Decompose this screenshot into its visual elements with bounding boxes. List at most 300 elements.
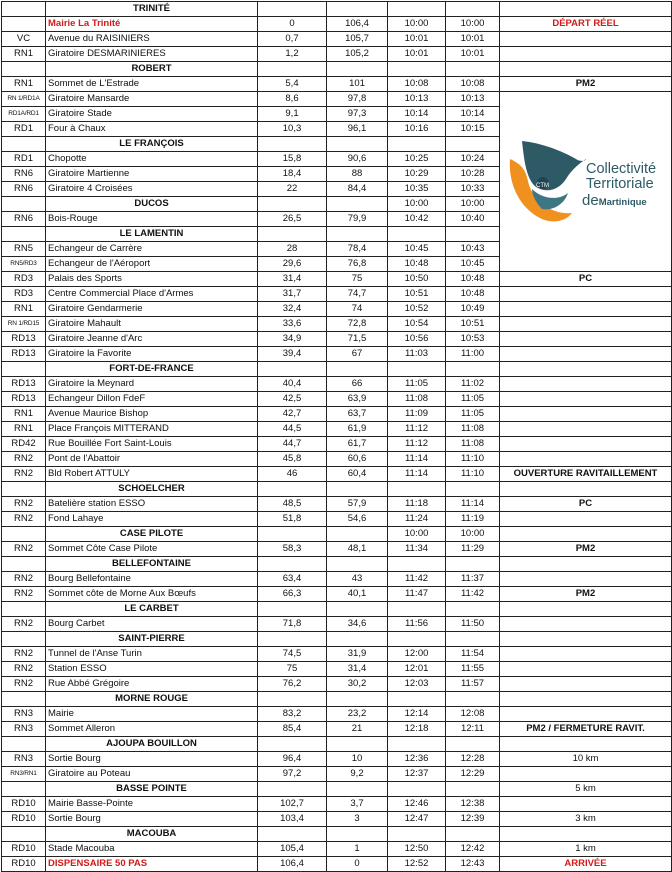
- km-done: 74,5: [258, 647, 327, 662]
- section-km-empty: [258, 62, 327, 77]
- time-fast: 12:36: [388, 752, 446, 767]
- km-done: 83,2: [258, 707, 327, 722]
- section-row: [2, 602, 672, 617]
- km-done: 102,7: [258, 797, 327, 812]
- note-cell: [500, 422, 672, 437]
- road-code: RN3: [2, 707, 46, 722]
- km-done: 45,8: [258, 452, 327, 467]
- road-code: RN1: [2, 47, 46, 62]
- time-slow: 10:51: [446, 317, 500, 332]
- location-name: Chopotte: [46, 152, 258, 167]
- route-row: [2, 422, 672, 437]
- km-remaining: 21: [327, 722, 388, 737]
- road-code: RN2: [2, 647, 46, 662]
- time-slow: 10:01: [446, 32, 500, 47]
- time-slow: 11:14: [446, 497, 500, 512]
- route-row: [2, 467, 672, 482]
- km-remaining: 97,8: [327, 92, 388, 107]
- time-fast: 10:08: [388, 77, 446, 92]
- route-row: [2, 347, 672, 362]
- time-fast: 11:14: [388, 467, 446, 482]
- km-remaining: 72,8: [327, 317, 388, 332]
- location-name: Echangeur Dillon FdeF: [46, 392, 258, 407]
- location-name: Echangeur de l'Aéroport: [46, 257, 258, 272]
- section-rd-empty: [2, 557, 46, 572]
- location-name: Mairie La Trinité: [46, 17, 258, 32]
- section-time-2: [446, 62, 500, 77]
- route-row: [2, 437, 672, 452]
- time-fast: 12:47: [388, 812, 446, 827]
- section-row: [2, 557, 672, 572]
- road-code: RD13: [2, 332, 46, 347]
- section-row: [2, 782, 672, 797]
- km-remaining: 71,5: [327, 332, 388, 347]
- route-row: [2, 317, 672, 332]
- note-cell: [500, 347, 672, 362]
- location-name: Stade Macouba: [46, 842, 258, 857]
- note-cell: 1 km: [500, 842, 672, 857]
- route-row: [2, 647, 672, 662]
- section-rd-empty: [2, 602, 46, 617]
- time-fast: 11:12: [388, 422, 446, 437]
- section-label: LE FRANÇOIS: [46, 137, 258, 152]
- km-remaining: 79,9: [327, 212, 388, 227]
- km-remaining: 97,3: [327, 107, 388, 122]
- time-fast: 12:03: [388, 677, 446, 692]
- note-cell: [500, 617, 672, 632]
- section-km-empty: [258, 602, 327, 617]
- km-done: 106,4: [258, 857, 327, 872]
- time-fast: 10:48: [388, 257, 446, 272]
- km-done: 63,4: [258, 572, 327, 587]
- km-remaining: 34,6: [327, 617, 388, 632]
- section-rem-empty: [327, 632, 388, 647]
- time-slow: 11:05: [446, 392, 500, 407]
- route-table: [1, 1, 672, 872]
- road-code: RN 1/RD1A: [2, 92, 46, 107]
- time-slow: 11:42: [446, 587, 500, 602]
- km-remaining: 1: [327, 842, 388, 857]
- note-cell: 5 km: [500, 782, 672, 797]
- road-code: RN3/RN1: [2, 767, 46, 782]
- km-done: 48,5: [258, 497, 327, 512]
- section-time-2: [446, 137, 500, 152]
- time-fast: 11:47: [388, 587, 446, 602]
- km-remaining: 61,7: [327, 437, 388, 452]
- km-done: 42,5: [258, 392, 327, 407]
- km-remaining: 57,9: [327, 497, 388, 512]
- location-name: Sortie Bourg: [46, 752, 258, 767]
- road-code: VC: [2, 32, 46, 47]
- time-slow: 11:29: [446, 542, 500, 557]
- section-label: AJOUPA BOUILLON: [46, 737, 258, 752]
- location-name: Batelière station ESSO: [46, 497, 258, 512]
- note-cell: [500, 527, 672, 542]
- km-remaining: 106,4: [327, 17, 388, 32]
- section-rem-empty: [327, 527, 388, 542]
- section-label: LE LAMENTIN: [46, 227, 258, 242]
- section-row: [2, 362, 672, 377]
- location-name: Mairie Basse-Pointe: [46, 797, 258, 812]
- section-row: [2, 2, 672, 17]
- section-rem-empty: [327, 782, 388, 797]
- note-cell: [500, 452, 672, 467]
- location-name: Pont de l'Abattoir: [46, 452, 258, 467]
- section-time-1: [388, 602, 446, 617]
- km-done: 10,3: [258, 122, 327, 137]
- note-cell: [500, 572, 672, 587]
- km-remaining: 3,7: [327, 797, 388, 812]
- km-remaining: 66: [327, 377, 388, 392]
- time-slow: 11:05: [446, 407, 500, 422]
- section-km-empty: [258, 692, 327, 707]
- time-slow: 12:39: [446, 812, 500, 827]
- section-rem-empty: [327, 62, 388, 77]
- section-km-empty: [258, 527, 327, 542]
- note-cell: PM2: [500, 77, 672, 92]
- time-fast: 10:13: [388, 92, 446, 107]
- km-remaining: 60,4: [327, 467, 388, 482]
- section-km-empty: [258, 557, 327, 572]
- route-row: [2, 707, 672, 722]
- time-slow: 10:48: [446, 272, 500, 287]
- location-name: Tunnel de l'Anse Turin: [46, 647, 258, 662]
- km-done: 103,4: [258, 812, 327, 827]
- km-remaining: 61,9: [327, 422, 388, 437]
- location-name: Sommet côte de Morne Aux Bœufs: [46, 587, 258, 602]
- time-slow: 10:43: [446, 242, 500, 257]
- time-fast: 11:09: [388, 407, 446, 422]
- km-done: 29,6: [258, 257, 327, 272]
- km-remaining: 23,2: [327, 707, 388, 722]
- section-time-1: [388, 632, 446, 647]
- km-done: 40,4: [258, 377, 327, 392]
- km-remaining: 10: [327, 752, 388, 767]
- route-row: [2, 587, 672, 602]
- note-cell: [500, 737, 672, 752]
- location-name: Sommet Alleron: [46, 722, 258, 737]
- time-fast: 10:29: [388, 167, 446, 182]
- time-slow: 11:54: [446, 647, 500, 662]
- time-slow: 10:45: [446, 257, 500, 272]
- time-slow: 11:19: [446, 512, 500, 527]
- note-cell: [500, 482, 672, 497]
- route-row: [2, 857, 672, 872]
- section-km-empty: [258, 482, 327, 497]
- road-code: RD1: [2, 152, 46, 167]
- km-done: 5,4: [258, 77, 327, 92]
- time-slow: 11:50: [446, 617, 500, 632]
- location-name: Four à Chaux: [46, 122, 258, 137]
- km-remaining: 84,4: [327, 182, 388, 197]
- time-slow: 10:48: [446, 287, 500, 302]
- time-fast: 11:14: [388, 452, 446, 467]
- logo-cell: [500, 92, 672, 272]
- section-label: MORNE ROUGE: [46, 692, 258, 707]
- time-slow: 11:08: [446, 422, 500, 437]
- road-code: RN2: [2, 467, 46, 482]
- km-done: 85,4: [258, 722, 327, 737]
- km-remaining: 63,9: [327, 392, 388, 407]
- km-remaining: 78,4: [327, 242, 388, 257]
- section-rd-empty: [2, 782, 46, 797]
- section-label: BASSE POINTE: [46, 782, 258, 797]
- note-cell: PM2: [500, 587, 672, 602]
- note-cell: [500, 62, 672, 77]
- note-cell: 10 km: [500, 752, 672, 767]
- section-row: [2, 632, 672, 647]
- route-row: [2, 812, 672, 827]
- route-row: [2, 287, 672, 302]
- section-label: SCHOELCHER: [46, 482, 258, 497]
- route-row: [2, 662, 672, 677]
- time-slow: 10:28: [446, 167, 500, 182]
- road-code: RD10: [2, 812, 46, 827]
- note-cell: [500, 662, 672, 677]
- note-cell: [500, 707, 672, 722]
- section-label: DUCOS: [46, 197, 258, 212]
- road-code: RN6: [2, 167, 46, 182]
- section-rem-empty: [327, 197, 388, 212]
- road-code: RD13: [2, 377, 46, 392]
- time-slow: 12:29: [446, 767, 500, 782]
- km-done: 31,4: [258, 272, 327, 287]
- km-remaining: 105,7: [327, 32, 388, 47]
- section-row: [2, 737, 672, 752]
- road-code: RN2: [2, 542, 46, 557]
- km-done: 31,7: [258, 287, 327, 302]
- route-row: [2, 722, 672, 737]
- route-row: [2, 752, 672, 767]
- route-row: [2, 332, 672, 347]
- road-code: RD42: [2, 437, 46, 452]
- route-row: [2, 302, 672, 317]
- time-slow: 10:53: [446, 332, 500, 347]
- route-row: [2, 842, 672, 857]
- location-name: Rue Bouillée Fort Saint-Louis: [46, 437, 258, 452]
- km-remaining: 74: [327, 302, 388, 317]
- note-cell: PM2: [500, 542, 672, 557]
- km-remaining: 88: [327, 167, 388, 182]
- route-table-body: [2, 2, 672, 872]
- time-fast: 11:42: [388, 572, 446, 587]
- time-slow: 10:33: [446, 182, 500, 197]
- section-rd-empty: [2, 227, 46, 242]
- section-time-1: 10:00: [388, 197, 446, 212]
- km-remaining: 0: [327, 857, 388, 872]
- location-name: Giratoire la Meynard: [46, 377, 258, 392]
- route-row: [2, 407, 672, 422]
- note-cell: [500, 677, 672, 692]
- time-slow: 10:15: [446, 122, 500, 137]
- time-fast: 10:45: [388, 242, 446, 257]
- section-rem-empty: [327, 362, 388, 377]
- km-done: 44,7: [258, 437, 327, 452]
- section-rem-empty: [327, 227, 388, 242]
- location-name: DISPENSAIRE 50 PAS: [46, 857, 258, 872]
- section-rd-empty: [2, 482, 46, 497]
- location-name: Centre Commercial Place d'Armes: [46, 287, 258, 302]
- location-name: Sommet de L'Estrade: [46, 77, 258, 92]
- location-name: Station ESSO: [46, 662, 258, 677]
- location-name: Giratoire Stade: [46, 107, 258, 122]
- km-done: 75: [258, 662, 327, 677]
- time-fast: 10:51: [388, 287, 446, 302]
- section-label: SAINT-PIERRE: [46, 632, 258, 647]
- location-name: Giratoire Martienne: [46, 167, 258, 182]
- section-label: LE CARBET: [46, 602, 258, 617]
- time-slow: 11:57: [446, 677, 500, 692]
- time-fast: 10:54: [388, 317, 446, 332]
- time-fast: 12:46: [388, 797, 446, 812]
- time-fast: 12:01: [388, 662, 446, 677]
- time-slow: 10:00: [446, 17, 500, 32]
- km-remaining: 9,2: [327, 767, 388, 782]
- km-done: 26,5: [258, 212, 327, 227]
- time-slow: 10:24: [446, 152, 500, 167]
- road-code: RD3: [2, 272, 46, 287]
- km-done: 32,4: [258, 302, 327, 317]
- note-cell: [500, 647, 672, 662]
- section-time-1: [388, 137, 446, 152]
- ctm-badge: CTM: [536, 183, 549, 189]
- location-name: Giratoire Jeanne d'Arc: [46, 332, 258, 347]
- km-done: 18,4: [258, 167, 327, 182]
- section-km-empty: [258, 362, 327, 377]
- road-code: RN1: [2, 302, 46, 317]
- route-row: [2, 767, 672, 782]
- route-row: [2, 797, 672, 812]
- note-cell: [500, 2, 672, 17]
- road-code: RD10: [2, 842, 46, 857]
- route-row: [2, 497, 672, 512]
- route-row: [2, 17, 672, 32]
- km-remaining: 43: [327, 572, 388, 587]
- location-name: Echangeur de Carrère: [46, 242, 258, 257]
- km-remaining: 31,9: [327, 647, 388, 662]
- road-code: RN2: [2, 587, 46, 602]
- time-slow: 12:42: [446, 842, 500, 857]
- km-remaining: 40,1: [327, 587, 388, 602]
- time-fast: 10:56: [388, 332, 446, 347]
- road-code: RD1: [2, 122, 46, 137]
- section-row: [2, 692, 672, 707]
- section-row: [2, 827, 672, 842]
- section-label: TRINITÉ: [46, 2, 258, 17]
- route-row: [2, 392, 672, 407]
- road-code: RN6: [2, 182, 46, 197]
- location-name: Giratoire Gendarmerie: [46, 302, 258, 317]
- note-cell: DÉPART RÉEL: [500, 17, 672, 32]
- time-slow: 11:10: [446, 452, 500, 467]
- road-code: RN2: [2, 512, 46, 527]
- section-time-2: [446, 782, 500, 797]
- km-remaining: 76,8: [327, 257, 388, 272]
- km-done: 96,4: [258, 752, 327, 767]
- section-time-1: [388, 62, 446, 77]
- road-code: RN1: [2, 407, 46, 422]
- section-rd-empty: [2, 632, 46, 647]
- road-code: [2, 17, 46, 32]
- time-fast: 10:01: [388, 32, 446, 47]
- time-slow: 11:37: [446, 572, 500, 587]
- section-time-1: [388, 2, 446, 17]
- note-cell: [500, 692, 672, 707]
- time-fast: 10:35: [388, 182, 446, 197]
- km-remaining: 54,6: [327, 512, 388, 527]
- section-label: ROBERT: [46, 62, 258, 77]
- km-remaining: 90,6: [327, 152, 388, 167]
- time-fast: 11:34: [388, 542, 446, 557]
- section-label: BELLEFONTAINE: [46, 557, 258, 572]
- km-done: 0: [258, 17, 327, 32]
- road-code: RN5: [2, 242, 46, 257]
- section-time-2: [446, 227, 500, 242]
- section-time-1: [388, 227, 446, 242]
- time-fast: 11:24: [388, 512, 446, 527]
- km-done: 66,3: [258, 587, 327, 602]
- time-slow: 12:11: [446, 722, 500, 737]
- section-rd-empty: [2, 737, 46, 752]
- location-name: Giratoire 4 Croisées: [46, 182, 258, 197]
- section-time-1: [388, 782, 446, 797]
- km-done: 33,6: [258, 317, 327, 332]
- km-remaining: 30,2: [327, 677, 388, 692]
- section-time-1: [388, 692, 446, 707]
- location-name: Palais des Sports: [46, 272, 258, 287]
- km-remaining: 60,6: [327, 452, 388, 467]
- location-name: Giratoire au Poteau: [46, 767, 258, 782]
- km-remaining: 74,7: [327, 287, 388, 302]
- km-remaining: 31,4: [327, 662, 388, 677]
- km-remaining: 63,7: [327, 407, 388, 422]
- time-slow: 10:01: [446, 47, 500, 62]
- road-code: RD3: [2, 287, 46, 302]
- logo-line-1: Collectivité: [586, 161, 657, 177]
- km-done: 1,2: [258, 47, 327, 62]
- route-row: [2, 617, 672, 632]
- km-done: 46: [258, 467, 327, 482]
- km-remaining: 105,2: [327, 47, 388, 62]
- route-row: [2, 77, 672, 92]
- time-fast: 12:18: [388, 722, 446, 737]
- section-row: [2, 527, 672, 542]
- note-cell: [500, 332, 672, 347]
- section-km-empty: [258, 227, 327, 242]
- section-rd-empty: [2, 2, 46, 17]
- road-code: RD10: [2, 857, 46, 872]
- km-done: 8,6: [258, 92, 327, 107]
- road-code: RN2: [2, 452, 46, 467]
- km-remaining: 96,1: [327, 122, 388, 137]
- km-done: 39,4: [258, 347, 327, 362]
- route-row: [2, 452, 672, 467]
- note-cell: PC: [500, 497, 672, 512]
- km-done: 97,2: [258, 767, 327, 782]
- section-rd-empty: [2, 527, 46, 542]
- location-name: Giratoire Mahault: [46, 317, 258, 332]
- note-cell: [500, 392, 672, 407]
- section-row: [2, 62, 672, 77]
- section-km-empty: [258, 782, 327, 797]
- section-rem-empty: [327, 692, 388, 707]
- km-done: 9,1: [258, 107, 327, 122]
- section-time-2: [446, 827, 500, 842]
- road-code: RN3: [2, 752, 46, 767]
- location-name: Rue Abbé Grégoire: [46, 677, 258, 692]
- km-done: 22: [258, 182, 327, 197]
- note-cell: 3 km: [500, 812, 672, 827]
